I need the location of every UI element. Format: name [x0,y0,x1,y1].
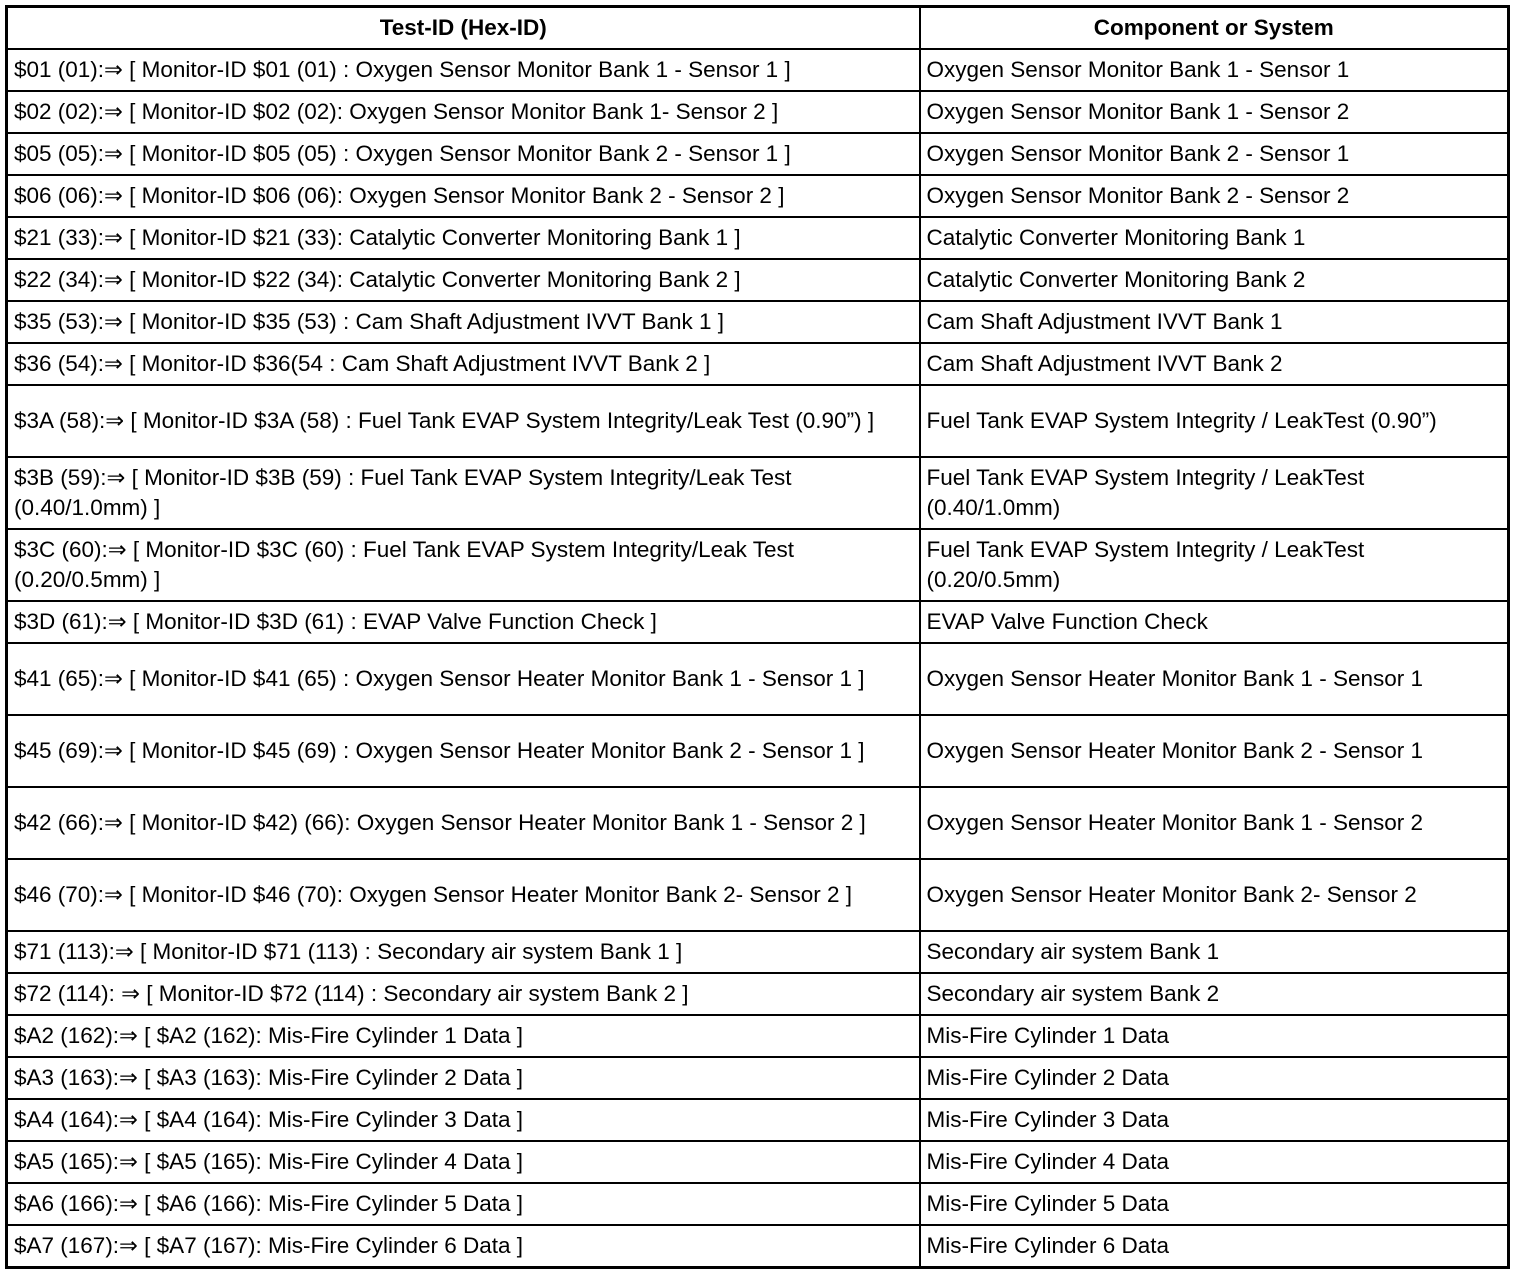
component-cell: Fuel Tank EVAP System Integrity / LeakTest (0.20/0.5mm) [920,529,1509,601]
table-row [7,715,1509,787]
test-id-cell: $36 (54):⇒ [ Monitor-ID $36(54 : Cam Shaft Adjustment IVVT Bank 2 ] [7,343,920,385]
table-row [7,643,1509,715]
test-id-cell: $3D (61):⇒ [ Monitor-ID $3D (61) : EVAP Valve Function Check ] [7,601,920,643]
test-id-cell: $06 (06):⇒ [ Monitor-ID $06 (06): Oxygen Sensor Monitor Bank 2 - Sensor 2 ] [7,175,920,217]
component-cell: Catalytic Converter Monitoring Bank 1 [920,217,1509,259]
test-id-cell: $3B (59):⇒ [ Monitor-ID $3B (59) : Fuel Tank EVAP System Integrity/Leak Test (0.40/1.0mm) ] [7,457,920,529]
table-row [7,1015,1509,1057]
test-id-cell: $A5 (165):⇒ [ $A5 (165): Mis-Fire Cylinder 4 Data ] [7,1141,920,1183]
table-row [7,217,1509,259]
header-test-id: Test-ID (Hex-ID) [7,7,920,50]
component-cell: Cam Shaft Adjustment IVVT Bank 1 [920,301,1509,343]
test-id-cell: $A3 (163):⇒ [ $A3 (163): Mis-Fire Cylinder 2 Data ] [7,1057,920,1099]
test-id-cell: $A6 (166):⇒ [ $A6 (166): Mis-Fire Cylinder 5 Data ] [7,1183,920,1225]
component-cell: Oxygen Sensor Heater Monitor Bank 2- Sensor 2 [920,859,1509,931]
component-cell: Oxygen Sensor Monitor Bank 1 - Sensor 2 [920,91,1509,133]
component-cell: Secondary air system Bank 2 [920,973,1509,1015]
component-cell: Oxygen Sensor Monitor Bank 1 - Sensor 1 [920,49,1509,91]
table-row [7,457,1509,529]
test-id-cell: $22 (34):⇒ [ Monitor-ID $22 (34): Catalytic Converter Monitoring Bank 2 ] [7,259,920,301]
test-id-cell: $01 (01):⇒ [ Monitor-ID $01 (01) : Oxygen Sensor Monitor Bank 1 - Sensor 1 ] [7,49,920,91]
table-body [7,49,1509,1267]
component-cell: Mis-Fire Cylinder 5 Data [920,1183,1509,1225]
component-cell: Cam Shaft Adjustment IVVT Bank 2 [920,343,1509,385]
table-row [7,301,1509,343]
table-row [7,973,1509,1015]
table-row [7,49,1509,91]
component-cell: Fuel Tank EVAP System Integrity / LeakTest (0.90”) [920,385,1509,457]
table-row [7,343,1509,385]
test-id-cell: $A2 (162):⇒ [ $A2 (162): Mis-Fire Cylinder 1 Data ] [7,1015,920,1057]
test-id-cell: $42 (66):⇒ [ Monitor-ID $42) (66): Oxygen Sensor Heater Monitor Bank 1 - Sensor 2 ] [7,787,920,859]
component-cell: Mis-Fire Cylinder 6 Data [920,1225,1509,1267]
header-component: Component or System [920,7,1509,50]
test-id-cell: $02 (02):⇒ [ Monitor-ID $02 (02): Oxygen Sensor Monitor Bank 1- Sensor 2 ] [7,91,920,133]
component-cell: Fuel Tank EVAP System Integrity / LeakTest (0.40/1.0mm) [920,457,1509,529]
test-id-cell: $A4 (164):⇒ [ $A4 (164): Mis-Fire Cylinder 3 Data ] [7,1099,920,1141]
component-cell: Mis-Fire Cylinder 4 Data [920,1141,1509,1183]
component-cell: Mis-Fire Cylinder 3 Data [920,1099,1509,1141]
test-id-cell: $3A (58):⇒ [ Monitor-ID $3A (58) : Fuel Tank EVAP System Integrity/Leak Test (0.90”) ] [7,385,920,457]
test-id-cell: $21 (33):⇒ [ Monitor-ID $21 (33): Catalytic Converter Monitoring Bank 1 ] [7,217,920,259]
table-row [7,175,1509,217]
table-row [7,1183,1509,1225]
table-row [7,1225,1509,1267]
test-id-cell: $A7 (167):⇒ [ $A7 (167): Mis-Fire Cylinder 6 Data ] [7,1225,920,1267]
table-row [7,91,1509,133]
test-id-cell: $05 (05):⇒ [ Monitor-ID $05 (05) : Oxygen Sensor Monitor Bank 2 - Sensor 1 ] [7,133,920,175]
component-cell: Oxygen Sensor Heater Monitor Bank 1 - Sensor 1 [920,643,1509,715]
test-id-cell: $72 (114): ⇒ [ Monitor-ID $72 (114) : Secondary air system Bank 2 ] [7,973,920,1015]
table-row [7,1099,1509,1141]
test-id-cell: $3C (60):⇒ [ Monitor-ID $3C (60) : Fuel Tank EVAP System Integrity/Leak Test (0.20/0.5mm) ] [7,529,920,601]
test-id-cell: $46 (70):⇒ [ Monitor-ID $46 (70): Oxygen Sensor Heater Monitor Bank 2- Sensor 2 ] [7,859,920,931]
component-cell: EVAP Valve Function Check [920,601,1509,643]
table-row [7,529,1509,601]
component-cell: Oxygen Sensor Heater Monitor Bank 2 - Sensor 1 [920,715,1509,787]
component-cell: Mis-Fire Cylinder 1 Data [920,1015,1509,1057]
test-id-cell: $71 (113):⇒ [ Monitor-ID $71 (113) : Secondary air system Bank 1 ] [7,931,920,973]
test-id-cell: $35 (53):⇒ [ Monitor-ID $35 (53) : Cam Shaft Adjustment IVVT Bank 1 ] [7,301,920,343]
component-cell: Catalytic Converter Monitoring Bank 2 [920,259,1509,301]
component-cell: Oxygen Sensor Heater Monitor Bank 1 - Sensor 2 [920,787,1509,859]
test-id-cell: $45 (69):⇒ [ Monitor-ID $45 (69) : Oxygen Sensor Heater Monitor Bank 2 - Sensor 1 ] [7,715,920,787]
test-id-table [5,5,1510,1269]
table-row [7,1057,1509,1099]
table-row [7,1141,1509,1183]
table-row [7,859,1509,931]
table-row [7,133,1509,175]
component-cell: Secondary air system Bank 1 [920,931,1509,973]
component-cell: Oxygen Sensor Monitor Bank 2 - Sensor 1 [920,133,1509,175]
component-cell: Mis-Fire Cylinder 2 Data [920,1057,1509,1099]
table-row [7,385,1509,457]
table-row [7,787,1509,859]
test-id-cell: $41 (65):⇒ [ Monitor-ID $41 (65) : Oxygen Sensor Heater Monitor Bank 1 - Sensor 1 ] [7,643,920,715]
table-row [7,259,1509,301]
header-row [7,7,1509,50]
component-cell: Oxygen Sensor Monitor Bank 2 - Sensor 2 [920,175,1509,217]
table-row [7,601,1509,643]
table-row [7,931,1509,973]
